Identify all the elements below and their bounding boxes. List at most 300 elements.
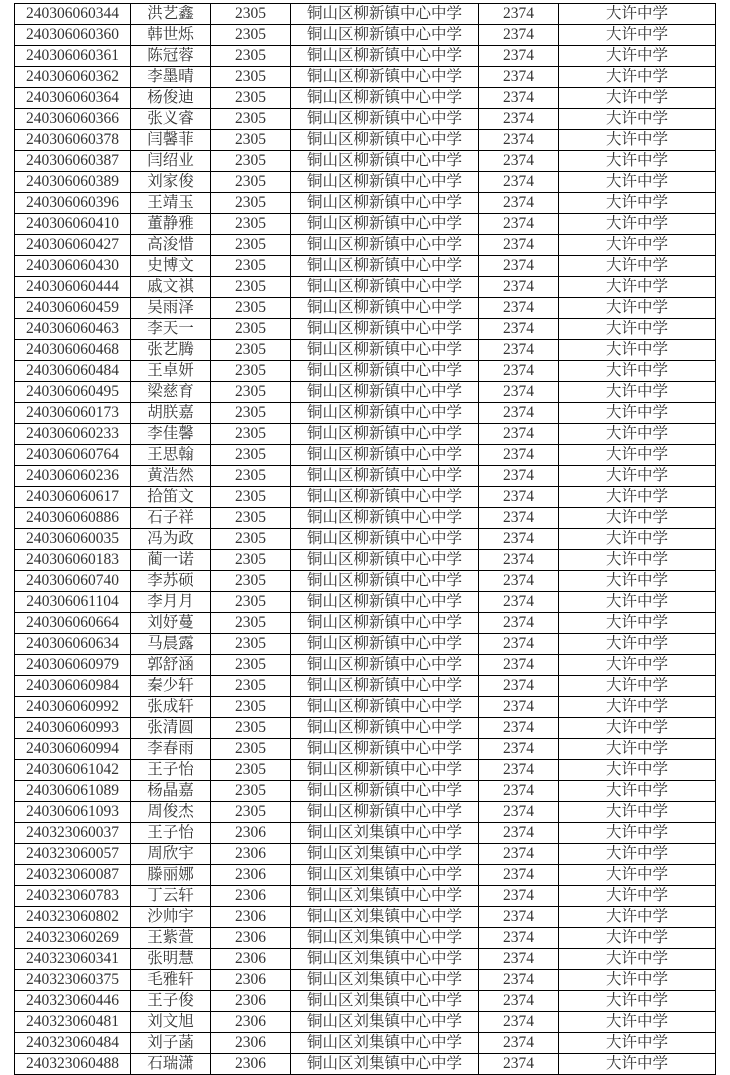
student-roster-table: [14, 3, 716, 1075]
table-row: [15, 592, 716, 613]
cell-exam-number: 240306060183: [15, 550, 131, 571]
cell-admission-school-name: 大许中学: [559, 25, 716, 46]
cell-school-code: 2305: [211, 46, 291, 67]
cell-school-code: 2305: [211, 802, 291, 823]
table-row: [15, 193, 716, 214]
cell-student-name: 冯为政: [131, 529, 211, 550]
cell-school-name: 铜山区柳新镇中心中学: [291, 571, 479, 592]
cell-exam-number: 240306060362: [15, 67, 131, 88]
cell-school-name: 铜山区柳新镇中心中学: [291, 130, 479, 151]
cell-exam-number: 240306060495: [15, 382, 131, 403]
cell-school-code: 2305: [211, 676, 291, 697]
cell-school-name: 铜山区柳新镇中心中学: [291, 655, 479, 676]
cell-school-code: 2305: [211, 760, 291, 781]
cell-school-code: 2305: [211, 487, 291, 508]
cell-school-name: 铜山区柳新镇中心中学: [291, 739, 479, 760]
cell-exam-number: 240306060361: [15, 46, 131, 67]
cell-exam-number: 240306060378: [15, 130, 131, 151]
table-row: [15, 1033, 716, 1054]
cell-student-name: 黄浩然: [131, 466, 211, 487]
cell-school-name: 铜山区柳新镇中心中学: [291, 529, 479, 550]
cell-exam-number: 240306061104: [15, 592, 131, 613]
table-row: [15, 4, 716, 25]
cell-student-name: 刘家俊: [131, 172, 211, 193]
table-row: [15, 130, 716, 151]
cell-school-name: 铜山区柳新镇中心中学: [291, 760, 479, 781]
table-row: [15, 550, 716, 571]
cell-school-name: 铜山区柳新镇中心中学: [291, 718, 479, 739]
cell-admission-school-name: 大许中学: [559, 508, 716, 529]
cell-school-code: 2305: [211, 571, 291, 592]
cell-student-name: 刘妤蔓: [131, 613, 211, 634]
cell-admission-school-name: 大许中学: [559, 256, 716, 277]
cell-student-name: 毛雅轩: [131, 970, 211, 991]
cell-school-code: 2305: [211, 130, 291, 151]
cell-admission-school-name: 大许中学: [559, 151, 716, 172]
cell-student-name: 刘文旭: [131, 1012, 211, 1033]
cell-admission-school-name: 大许中学: [559, 571, 716, 592]
table-row: [15, 529, 716, 550]
cell-exam-number: 240306060992: [15, 697, 131, 718]
cell-school-code: 2305: [211, 109, 291, 130]
table-row: [15, 949, 716, 970]
cell-admission-school-name: 大许中学: [559, 1054, 716, 1075]
table-row: [15, 970, 716, 991]
cell-student-name: 李佳馨: [131, 424, 211, 445]
cell-admission-school-name: 大许中学: [559, 235, 716, 256]
cell-school-name: 铜山区柳新镇中心中学: [291, 46, 479, 67]
cell-school-code: 2305: [211, 445, 291, 466]
cell-school-code: 2305: [211, 592, 291, 613]
cell-school-code: 2305: [211, 697, 291, 718]
cell-student-name: 董静雅: [131, 214, 211, 235]
cell-admission-school-name: 大许中学: [559, 88, 716, 109]
cell-admission-school-name: 大许中学: [559, 319, 716, 340]
table-row: [15, 445, 716, 466]
cell-student-name: 戚文祺: [131, 277, 211, 298]
cell-student-name: 马晨露: [131, 634, 211, 655]
cell-student-name: 胡朕嘉: [131, 403, 211, 424]
cell-school-code: 2305: [211, 298, 291, 319]
cell-admission-school-name: 大许中学: [559, 130, 716, 151]
cell-school-code: 2305: [211, 67, 291, 88]
cell-admission-school-code: 2374: [479, 256, 559, 277]
table-row: [15, 634, 716, 655]
cell-school-code: 2305: [211, 88, 291, 109]
cell-school-code: 2305: [211, 256, 291, 277]
cell-school-code: 2306: [211, 991, 291, 1012]
cell-school-code: 2305: [211, 4, 291, 25]
cell-admission-school-code: 2374: [479, 235, 559, 256]
cell-admission-school-name: 大许中学: [559, 382, 716, 403]
cell-admission-school-name: 大许中学: [559, 403, 716, 424]
cell-admission-school-code: 2374: [479, 928, 559, 949]
table-row: [15, 655, 716, 676]
cell-admission-school-code: 2374: [479, 634, 559, 655]
cell-student-name: 蔺一诺: [131, 550, 211, 571]
cell-school-code: 2305: [211, 403, 291, 424]
cell-admission-school-name: 大许中学: [559, 949, 716, 970]
cell-exam-number: 240306060396: [15, 193, 131, 214]
cell-admission-school-name: 大许中学: [559, 718, 716, 739]
cell-school-code: 2305: [211, 655, 291, 676]
table-row: [15, 466, 716, 487]
table-row: [15, 844, 716, 865]
cell-exam-number: 240306060366: [15, 109, 131, 130]
cell-school-name: 铜山区柳新镇中心中学: [291, 802, 479, 823]
cell-school-name: 铜山区柳新镇中心中学: [291, 592, 479, 613]
cell-student-name: 陈冠蓉: [131, 46, 211, 67]
cell-school-code: 2305: [211, 25, 291, 46]
cell-exam-number: 240306061042: [15, 760, 131, 781]
cell-exam-number: 240323060087: [15, 865, 131, 886]
cell-student-name: 杨俊迪: [131, 88, 211, 109]
cell-school-code: 2306: [211, 823, 291, 844]
cell-school-name: 铜山区柳新镇中心中学: [291, 214, 479, 235]
cell-school-code: 2305: [211, 613, 291, 634]
cell-school-name: 铜山区柳新镇中心中学: [291, 508, 479, 529]
cell-school-code: 2305: [211, 382, 291, 403]
cell-exam-number: 240306060233: [15, 424, 131, 445]
table-row: [15, 676, 716, 697]
table-row: [15, 613, 716, 634]
cell-admission-school-code: 2374: [479, 88, 559, 109]
table-row: [15, 361, 716, 382]
cell-school-code: 2306: [211, 1054, 291, 1075]
cell-admission-school-name: 大许中学: [559, 1012, 716, 1033]
cell-school-name: 铜山区刘集镇中心中学: [291, 928, 479, 949]
table-row: [15, 214, 716, 235]
cell-school-name: 铜山区刘集镇中心中学: [291, 1012, 479, 1033]
cell-admission-school-name: 大许中学: [559, 277, 716, 298]
cell-school-code: 2305: [211, 466, 291, 487]
cell-school-code: 2305: [211, 172, 291, 193]
cell-school-name: 铜山区刘集镇中心中学: [291, 949, 479, 970]
cell-school-code: 2305: [211, 781, 291, 802]
cell-exam-number: 240306061093: [15, 802, 131, 823]
cell-school-name: 铜山区柳新镇中心中学: [291, 4, 479, 25]
cell-school-name: 铜山区柳新镇中心中学: [291, 445, 479, 466]
cell-exam-number: 240306060984: [15, 676, 131, 697]
cell-school-code: 2306: [211, 865, 291, 886]
cell-school-name: 铜山区柳新镇中心中学: [291, 781, 479, 802]
cell-exam-number: 240323060802: [15, 907, 131, 928]
cell-exam-number: 240306060463: [15, 319, 131, 340]
table-row: [15, 403, 716, 424]
cell-admission-school-name: 大许中学: [559, 760, 716, 781]
cell-school-name: 铜山区柳新镇中心中学: [291, 466, 479, 487]
cell-admission-school-name: 大许中学: [559, 340, 716, 361]
cell-admission-school-code: 2374: [479, 571, 559, 592]
cell-school-name: 铜山区柳新镇中心中学: [291, 88, 479, 109]
cell-admission-school-code: 2374: [479, 109, 559, 130]
cell-exam-number: 240306060664: [15, 613, 131, 634]
cell-exam-number: 240306060634: [15, 634, 131, 655]
cell-admission-school-name: 大许中学: [559, 907, 716, 928]
cell-school-code: 2305: [211, 340, 291, 361]
table-row: [15, 697, 716, 718]
cell-exam-number: 240306060444: [15, 277, 131, 298]
cell-student-name: 郭舒涵: [131, 655, 211, 676]
cell-admission-school-name: 大许中学: [559, 424, 716, 445]
cell-admission-school-code: 2374: [479, 907, 559, 928]
cell-admission-school-name: 大许中学: [559, 697, 716, 718]
table-row: [15, 571, 716, 592]
cell-exam-number: 240306060173: [15, 403, 131, 424]
cell-student-name: 王紫萱: [131, 928, 211, 949]
cell-admission-school-name: 大许中学: [559, 67, 716, 88]
cell-school-code: 2305: [211, 277, 291, 298]
cell-school-code: 2305: [211, 739, 291, 760]
cell-admission-school-code: 2374: [479, 46, 559, 67]
cell-admission-school-code: 2374: [479, 172, 559, 193]
cell-admission-school-code: 2374: [479, 214, 559, 235]
cell-school-code: 2306: [211, 1033, 291, 1054]
cell-student-name: 张成轩: [131, 697, 211, 718]
cell-school-code: 2306: [211, 928, 291, 949]
cell-admission-school-code: 2374: [479, 844, 559, 865]
cell-admission-school-code: 2374: [479, 529, 559, 550]
table-row: [15, 109, 716, 130]
cell-school-code: 2305: [211, 529, 291, 550]
cell-student-name: 李苏硕: [131, 571, 211, 592]
cell-school-name: 铜山区柳新镇中心中学: [291, 613, 479, 634]
cell-exam-number: 240306060979: [15, 655, 131, 676]
cell-admission-school-name: 大许中学: [559, 214, 716, 235]
cell-admission-school-name: 大许中学: [559, 655, 716, 676]
cell-admission-school-name: 大许中学: [559, 613, 716, 634]
cell-student-name: 滕丽娜: [131, 865, 211, 886]
table-row: [15, 172, 716, 193]
table-row: [15, 424, 716, 445]
cell-school-code: 2305: [211, 193, 291, 214]
cell-school-name: 铜山区刘集镇中心中学: [291, 844, 479, 865]
cell-student-name: 秦少轩: [131, 676, 211, 697]
cell-student-name: 张明慧: [131, 949, 211, 970]
cell-admission-school-code: 2374: [479, 382, 559, 403]
cell-student-name: 张义睿: [131, 109, 211, 130]
cell-student-name: 拾笛文: [131, 487, 211, 508]
cell-admission-school-code: 2374: [479, 193, 559, 214]
cell-admission-school-code: 2374: [479, 781, 559, 802]
cell-exam-number: 240323060481: [15, 1012, 131, 1033]
cell-student-name: 周俊杰: [131, 802, 211, 823]
cell-exam-number: 240306060360: [15, 25, 131, 46]
cell-student-name: 吴雨泽: [131, 298, 211, 319]
cell-admission-school-name: 大许中学: [559, 1033, 716, 1054]
cell-admission-school-code: 2374: [479, 508, 559, 529]
cell-school-code: 2305: [211, 424, 291, 445]
cell-student-name: 洪艺鑫: [131, 4, 211, 25]
cell-admission-school-name: 大许中学: [559, 865, 716, 886]
cell-admission-school-code: 2374: [479, 823, 559, 844]
cell-school-code: 2306: [211, 1012, 291, 1033]
cell-exam-number: 240306060387: [15, 151, 131, 172]
cell-exam-number: 240323060446: [15, 991, 131, 1012]
cell-school-name: 铜山区刘集镇中心中学: [291, 823, 479, 844]
cell-admission-school-name: 大许中学: [559, 676, 716, 697]
cell-student-name: 王靖玉: [131, 193, 211, 214]
cell-student-name: 史博文: [131, 256, 211, 277]
cell-school-code: 2305: [211, 361, 291, 382]
cell-admission-school-code: 2374: [479, 130, 559, 151]
cell-student-name: 沙帅宇: [131, 907, 211, 928]
table-row: [15, 151, 716, 172]
cell-admission-school-name: 大许中学: [559, 634, 716, 655]
cell-student-name: 杨晶嘉: [131, 781, 211, 802]
table-row: [15, 67, 716, 88]
cell-exam-number: 240306060035: [15, 529, 131, 550]
cell-admission-school-name: 大许中学: [559, 466, 716, 487]
cell-school-name: 铜山区柳新镇中心中学: [291, 319, 479, 340]
cell-student-name: 王子怡: [131, 823, 211, 844]
table-row: [15, 46, 716, 67]
cell-exam-number: 240306060484: [15, 361, 131, 382]
table-row: [15, 382, 716, 403]
cell-exam-number: 240306060389: [15, 172, 131, 193]
table-row: [15, 760, 716, 781]
cell-admission-school-code: 2374: [479, 802, 559, 823]
cell-school-name: 铜山区柳新镇中心中学: [291, 676, 479, 697]
cell-student-name: 闫馨菲: [131, 130, 211, 151]
cell-admission-school-code: 2374: [479, 991, 559, 1012]
cell-admission-school-code: 2374: [479, 718, 559, 739]
cell-school-name: 铜山区刘集镇中心中学: [291, 907, 479, 928]
table-row: [15, 718, 716, 739]
cell-admission-school-code: 2374: [479, 340, 559, 361]
cell-student-name: 李月月: [131, 592, 211, 613]
cell-school-code: 2306: [211, 844, 291, 865]
cell-exam-number: 240306060764: [15, 445, 131, 466]
cell-admission-school-name: 大许中学: [559, 193, 716, 214]
cell-school-name: 铜山区柳新镇中心中学: [291, 235, 479, 256]
cell-admission-school-name: 大许中学: [559, 361, 716, 382]
cell-student-name: 王卓妍: [131, 361, 211, 382]
table-row: [15, 340, 716, 361]
cell-admission-school-name: 大许中学: [559, 445, 716, 466]
cell-student-name: 高浚惜: [131, 235, 211, 256]
table-row: [15, 1054, 716, 1075]
roster-table-body: [15, 4, 716, 1075]
cell-admission-school-name: 大许中学: [559, 991, 716, 1012]
table-row: [15, 928, 716, 949]
cell-exam-number: 240323060488: [15, 1054, 131, 1075]
cell-admission-school-name: 大许中学: [559, 886, 716, 907]
cell-school-code: 2305: [211, 718, 291, 739]
cell-admission-school-code: 2374: [479, 361, 559, 382]
cell-admission-school-name: 大许中学: [559, 46, 716, 67]
cell-school-name: 铜山区柳新镇中心中学: [291, 298, 479, 319]
cell-exam-number: 240306060410: [15, 214, 131, 235]
cell-admission-school-code: 2374: [479, 550, 559, 571]
table-row: [15, 88, 716, 109]
cell-student-name: 李墨晴: [131, 67, 211, 88]
cell-school-name: 铜山区柳新镇中心中学: [291, 172, 479, 193]
cell-school-code: 2306: [211, 970, 291, 991]
cell-exam-number: 240323060037: [15, 823, 131, 844]
cell-admission-school-name: 大许中学: [559, 529, 716, 550]
cell-admission-school-name: 大许中学: [559, 109, 716, 130]
cell-admission-school-code: 2374: [479, 760, 559, 781]
cell-exam-number: 240323060269: [15, 928, 131, 949]
table-row: [15, 256, 716, 277]
cell-admission-school-code: 2374: [479, 1054, 559, 1075]
table-row: [15, 25, 716, 46]
cell-student-name: 李天一: [131, 319, 211, 340]
cell-exam-number: 240306060364: [15, 88, 131, 109]
table-row: [15, 781, 716, 802]
cell-school-name: 铜山区柳新镇中心中学: [291, 277, 479, 298]
cell-admission-school-name: 大许中学: [559, 550, 716, 571]
cell-admission-school-name: 大许中学: [559, 781, 716, 802]
cell-school-code: 2305: [211, 235, 291, 256]
cell-school-name: 铜山区柳新镇中心中学: [291, 361, 479, 382]
cell-student-name: 石子祥: [131, 508, 211, 529]
cell-admission-school-code: 2374: [479, 949, 559, 970]
table-row: [15, 235, 716, 256]
table-row: [15, 886, 716, 907]
cell-exam-number: 240306060459: [15, 298, 131, 319]
cell-school-name: 铜山区柳新镇中心中学: [291, 487, 479, 508]
cell-exam-number: 240306060886: [15, 508, 131, 529]
cell-school-name: 铜山区刘集镇中心中学: [291, 1054, 479, 1075]
cell-school-code: 2306: [211, 886, 291, 907]
cell-admission-school-name: 大许中学: [559, 298, 716, 319]
cell-admission-school-code: 2374: [479, 676, 559, 697]
cell-admission-school-code: 2374: [479, 277, 559, 298]
cell-exam-number: 240323060057: [15, 844, 131, 865]
cell-school-code: 2305: [211, 508, 291, 529]
cell-student-name: 李春雨: [131, 739, 211, 760]
cell-admission-school-name: 大许中学: [559, 739, 716, 760]
cell-exam-number: 240323060783: [15, 886, 131, 907]
cell-admission-school-code: 2374: [479, 613, 559, 634]
cell-school-name: 铜山区柳新镇中心中学: [291, 340, 479, 361]
cell-student-name: 石瑞潇: [131, 1054, 211, 1075]
cell-exam-number: 240306060236: [15, 466, 131, 487]
cell-school-code: 2305: [211, 214, 291, 235]
cell-admission-school-code: 2374: [479, 424, 559, 445]
cell-student-name: 梁慈育: [131, 382, 211, 403]
cell-school-code: 2305: [211, 319, 291, 340]
cell-admission-school-code: 2374: [479, 592, 559, 613]
cell-admission-school-code: 2374: [479, 1033, 559, 1054]
table-row: [15, 991, 716, 1012]
cell-admission-school-name: 大许中学: [559, 592, 716, 613]
cell-exam-number: 240323060484: [15, 1033, 131, 1054]
cell-admission-school-name: 大许中学: [559, 802, 716, 823]
cell-school-code: 2305: [211, 151, 291, 172]
table-row: [15, 907, 716, 928]
cell-school-code: 2305: [211, 634, 291, 655]
cell-admission-school-code: 2374: [479, 655, 559, 676]
cell-admission-school-code: 2374: [479, 445, 559, 466]
cell-admission-school-code: 2374: [479, 4, 559, 25]
cell-student-name: 刘子菡: [131, 1033, 211, 1054]
cell-admission-school-code: 2374: [479, 970, 559, 991]
cell-school-name: 铜山区刘集镇中心中学: [291, 991, 479, 1012]
cell-exam-number: 240306060740: [15, 571, 131, 592]
cell-exam-number: 240323060375: [15, 970, 131, 991]
table-row: [15, 298, 716, 319]
cell-school-name: 铜山区柳新镇中心中学: [291, 25, 479, 46]
cell-admission-school-name: 大许中学: [559, 970, 716, 991]
table-row: [15, 319, 716, 340]
cell-school-name: 铜山区刘集镇中心中学: [291, 886, 479, 907]
table-row: [15, 1012, 716, 1033]
cell-admission-school-code: 2374: [479, 697, 559, 718]
cell-admission-school-code: 2374: [479, 865, 559, 886]
